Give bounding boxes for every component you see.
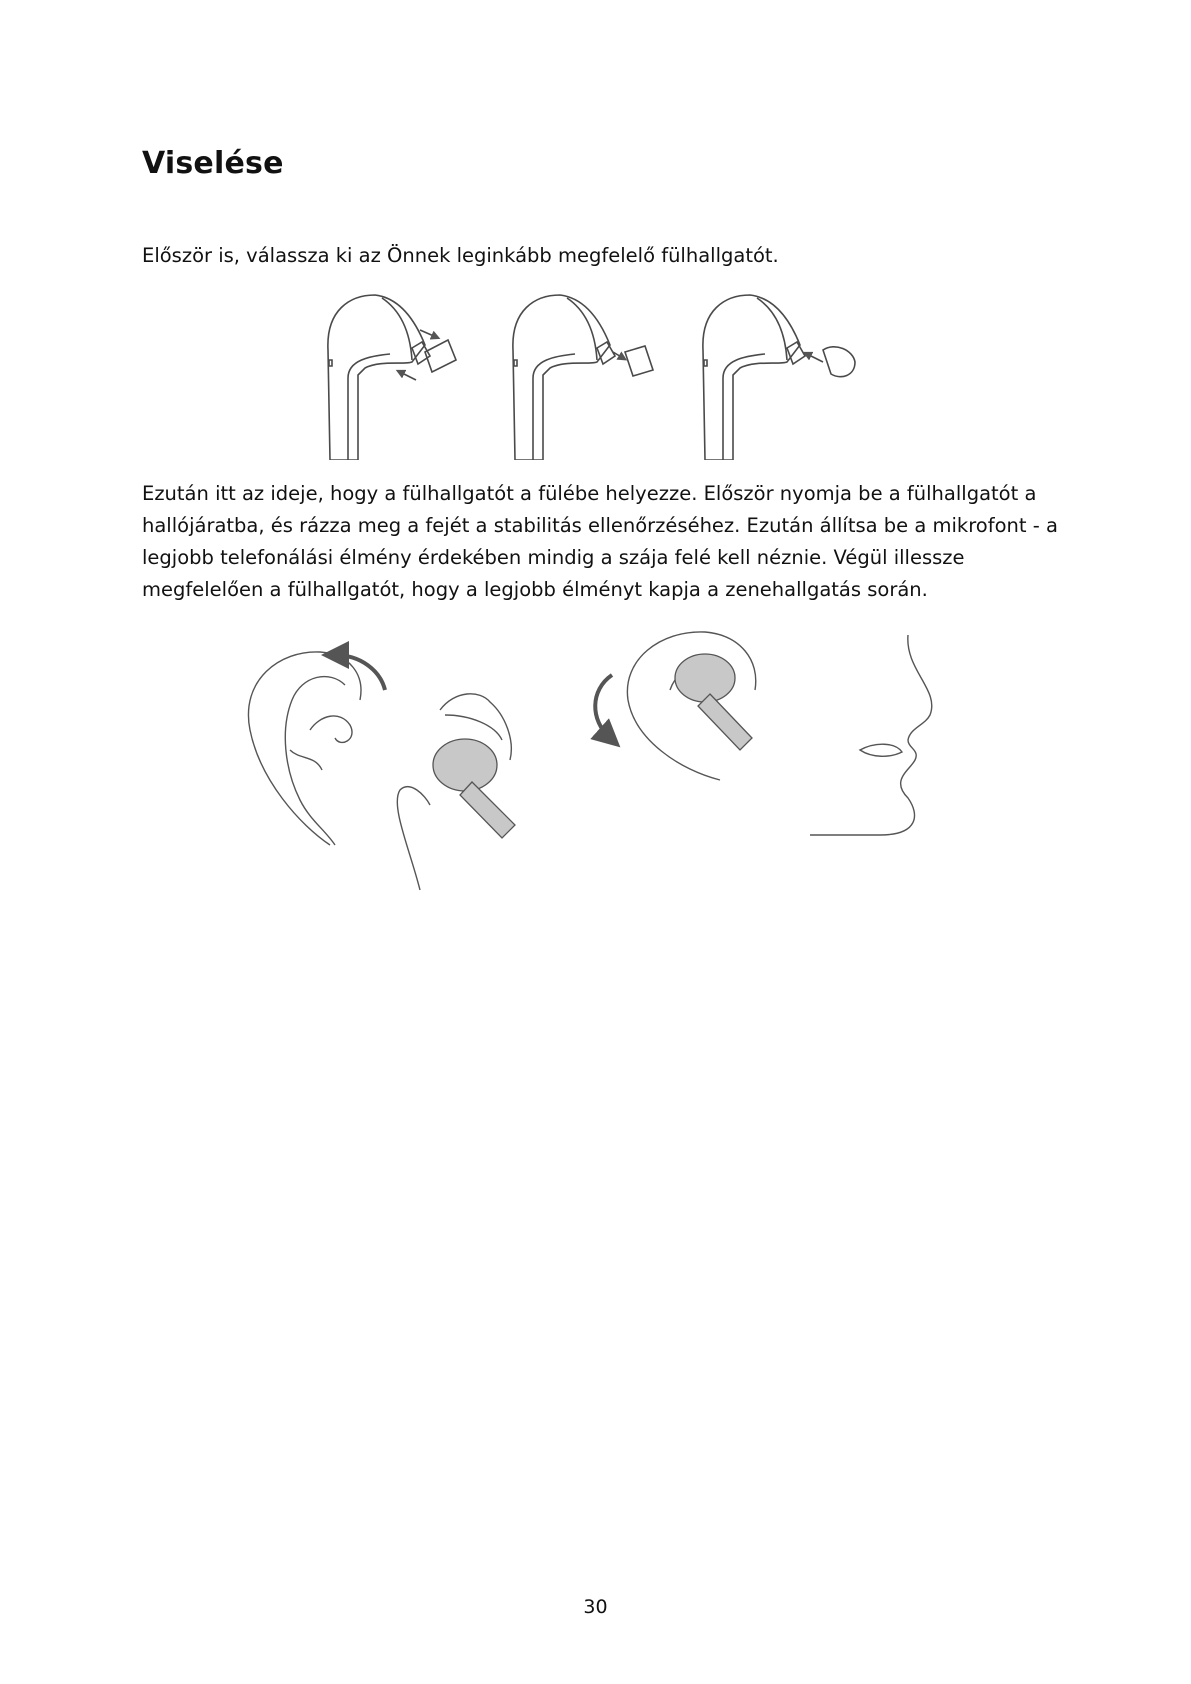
earbud-in-hand: [433, 739, 515, 838]
hand-with-earbud: [397, 694, 511, 890]
page-title: Viselése: [142, 146, 284, 181]
earbud-small-tip: [703, 295, 855, 460]
wearing-illustration: [240, 630, 970, 910]
instructions-paragraph: Ezután itt az ideje, hogy a fülhallgatót a fülébe helyezze. Először nyomja be a fülhallgatót a hallójáratba, és rázza meg a fejét a stabilitás ellenőrzéséhez. Ezután állítsa be a mikrofont - a legjobb telefonálási élmény érdekében mindig a szája felé kell néznie. Végül illessze megfelelően a fülhallgatót, hogy a legjobb élményt kapja a zenehallgatás során.: [142, 482, 1058, 601]
ear-left: [248, 652, 361, 845]
ear-tip-sizes-illustration: [320, 290, 910, 460]
rotate-adjust-arrow: [595, 675, 612, 738]
earbud-medium-tip: [513, 295, 653, 460]
page-number: 30: [583, 1596, 608, 1618]
earbud-in-ear: [675, 654, 752, 750]
face-profile: [810, 635, 932, 835]
ear-right: [627, 632, 755, 780]
earbud-large-tip: [328, 295, 456, 460]
intro-paragraph: Először is, válassza ki az Önnek leginkább megfelelő fülhallgatót.: [142, 244, 779, 267]
